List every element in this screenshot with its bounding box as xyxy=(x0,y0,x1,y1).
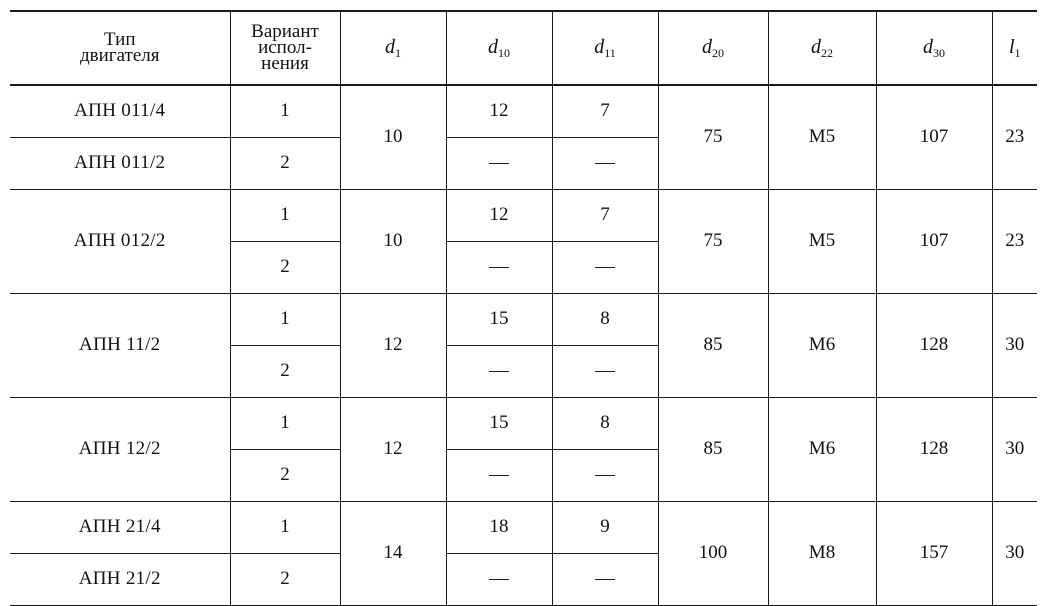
d11-cell: 9 xyxy=(552,501,658,553)
header-d10 xyxy=(446,11,552,85)
variant-cell: 1 xyxy=(230,85,340,137)
d11-cell xyxy=(552,553,658,605)
engine-type-cell: АПН 21/4 xyxy=(10,501,230,553)
d1-cell: 10 xyxy=(340,189,446,293)
header-d11-sub: 11 xyxy=(604,45,616,60)
d22-cell: M8 xyxy=(768,501,876,605)
motor-dimensions-table xyxy=(10,10,1037,606)
l1-cell: 30 xyxy=(992,397,1037,501)
header-variant-line1: Вариант xyxy=(251,21,319,42)
d10-cell xyxy=(446,137,552,189)
dash-mark xyxy=(595,371,615,373)
d10-cell: 15 xyxy=(446,397,552,449)
variant-cell: 2 xyxy=(230,137,340,189)
header-row xyxy=(10,11,1037,85)
header-engine-type-line1: Тип xyxy=(104,29,136,50)
d11-cell xyxy=(552,137,658,189)
dash-mark xyxy=(489,163,509,165)
engine-type-cell: АПН 11/2 xyxy=(10,293,230,397)
d11-cell xyxy=(552,345,658,397)
l1-cell: 30 xyxy=(992,501,1037,605)
header-d20 xyxy=(658,11,768,85)
dash-mark xyxy=(595,579,615,581)
variant-cell: 1 xyxy=(230,189,340,241)
header-l1-base: l xyxy=(1008,35,1015,58)
d30-cell: 107 xyxy=(876,85,992,189)
d30-cell: 128 xyxy=(876,293,992,397)
d30-cell: 128 xyxy=(876,397,992,501)
header-d1-sub: 1 xyxy=(395,45,401,60)
d11-cell: 7 xyxy=(552,189,658,241)
dash-mark xyxy=(595,163,615,165)
d30-cell: 107 xyxy=(876,189,992,293)
d30-cell: 157 xyxy=(876,501,992,605)
table-row xyxy=(10,293,1037,345)
header-l1 xyxy=(992,11,1037,85)
engine-type-cell: АПН 012/2 xyxy=(10,189,230,293)
engine-type-cell: АПН 011/4 xyxy=(10,85,230,137)
header-engine-type-line2: двигателя xyxy=(80,45,160,66)
header-d11-base: d xyxy=(594,35,605,58)
dash-mark xyxy=(489,267,509,269)
l1-cell: 23 xyxy=(992,189,1037,293)
d20-cell: 75 xyxy=(658,85,768,189)
d20-cell: 85 xyxy=(658,397,768,501)
header-l1-sub: 1 xyxy=(1014,45,1021,60)
d11-cell: 8 xyxy=(552,293,658,345)
d20-cell: 85 xyxy=(658,293,768,397)
d11-cell xyxy=(552,241,658,293)
header-d30 xyxy=(876,11,992,85)
header-variant-line2: испол- xyxy=(258,37,312,58)
dash-mark xyxy=(595,267,615,269)
d10-cell: 15 xyxy=(446,293,552,345)
header-d30-sub: 30 xyxy=(933,45,945,60)
d1-cell: 12 xyxy=(340,397,446,501)
header-d22-sub: 22 xyxy=(821,45,833,60)
header-d1-base: d xyxy=(385,35,395,58)
engine-type-cell: АПН 12/2 xyxy=(10,397,230,501)
variant-cell: 1 xyxy=(230,501,340,553)
header-variant-line3: нения xyxy=(261,53,309,74)
d10-cell: 12 xyxy=(446,189,552,241)
variant-cell: 2 xyxy=(230,241,340,293)
variant-cell: 2 xyxy=(230,345,340,397)
variant-cell: 1 xyxy=(230,293,340,345)
d10-cell: 12 xyxy=(446,85,552,137)
d11-cell: 8 xyxy=(552,397,658,449)
d1-cell: 10 xyxy=(340,85,446,189)
d10-cell xyxy=(446,345,552,397)
d11-cell xyxy=(552,449,658,501)
l1-cell: 30 xyxy=(992,293,1037,397)
d11-cell: 7 xyxy=(552,85,658,137)
d10-cell xyxy=(446,241,552,293)
header-engine-type xyxy=(10,11,230,85)
table-row xyxy=(10,85,1037,137)
header-d22 xyxy=(768,11,876,85)
engine-type-cell: АПН 011/2 xyxy=(10,137,230,189)
d10-cell: 18 xyxy=(446,501,552,553)
header-d30-base: d xyxy=(923,35,933,58)
d10-cell xyxy=(446,553,552,605)
dash-mark xyxy=(489,579,509,581)
dash-mark xyxy=(489,475,509,477)
engine-type-cell: АПН 21/2 xyxy=(10,553,230,605)
header-d11 xyxy=(552,11,658,85)
header-d10-base: d xyxy=(488,35,498,58)
header-d10-sub: 10 xyxy=(498,45,510,60)
d10-cell xyxy=(446,449,552,501)
dash-mark xyxy=(489,371,509,373)
d1-cell: 14 xyxy=(340,501,446,605)
header-d1 xyxy=(340,11,446,85)
d20-cell: 75 xyxy=(658,189,768,293)
header-d20-sub: 20 xyxy=(712,45,724,60)
dash-mark xyxy=(595,475,615,477)
table-row xyxy=(10,189,1037,241)
d22-cell: M5 xyxy=(768,85,876,189)
header-variant xyxy=(230,11,340,85)
table-row xyxy=(10,397,1037,449)
variant-cell: 2 xyxy=(230,553,340,605)
l1-cell: 23 xyxy=(992,85,1037,189)
d22-cell: M5 xyxy=(768,189,876,293)
header-d20-base: d xyxy=(702,35,712,58)
variant-cell: 2 xyxy=(230,449,340,501)
d22-cell: M6 xyxy=(768,397,876,501)
variant-cell: 1 xyxy=(230,397,340,449)
d22-cell: M6 xyxy=(768,293,876,397)
d1-cell: 12 xyxy=(340,293,446,397)
d20-cell: 100 xyxy=(658,501,768,605)
header-d22-base: d xyxy=(811,35,821,58)
table-row xyxy=(10,501,1037,553)
